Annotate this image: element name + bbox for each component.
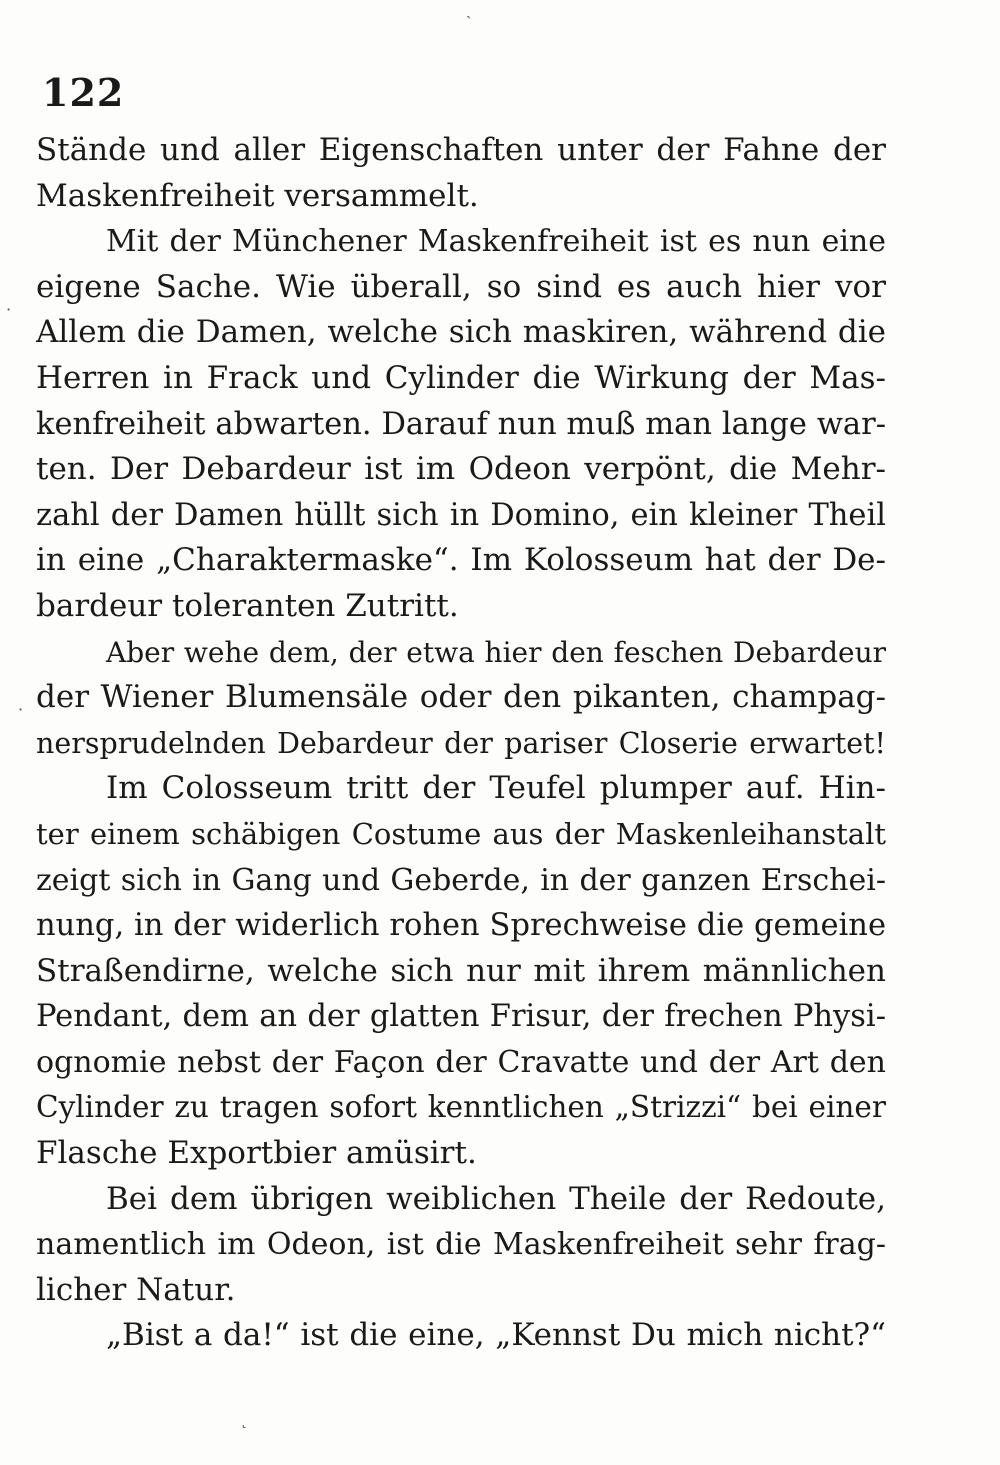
text-line: licher Natur. [36,1271,236,1308]
text-line: bardeur toleranten Zutritt. [36,587,459,624]
paragraph-start-line: Mit der Münchener Maskenfreiheit ist es nun eine [106,224,886,260]
paragraph-start-line: „Bist a da!“ ist die eine, „Kennst Du mich nicht?“ [106,1317,886,1354]
text-line: Stände und aller Eigenschaften unter der Fahne der [36,132,886,168]
print-speck: ˛ [240,1410,248,1429]
text-line: ter einem schäbigen Costume aus der Maskenleihanstalt [36,816,886,851]
text-line: Allem die Damen, welche sich maskiren, während die [36,314,886,351]
text-line: ognomie nebst der Façon der Cravatte und der Art den [36,1044,886,1080]
print-speck: ˏ [466,0,472,19]
paragraph-start-line: Im Colosseum tritt der Teufel plumper auf. Hin- [106,770,886,807]
text-line: Pendant, dem an der glatten Frisur, der frechen Physi- [36,999,886,1035]
print-speck: · [6,300,12,319]
text-line: Maskenfreiheit versammelt. [36,177,479,214]
text-line: kenfreiheit abwarten. Darauf nun muß man lange war- [36,406,886,442]
text-line: der Wiener Blumensäle oder den pikanten, champag- [36,679,886,716]
print-speck: · [18,700,24,719]
text-line: Herren in Frack und Cylinder die Wirkung der Mas- [36,359,886,396]
text-line: in eine „Charaktermaske“. Im Kolosseum hat der De- [36,542,886,579]
text-line: Flasche Exportbier amüsirt. [36,1135,477,1172]
paragraph-start-line: Aber wehe dem, der etwa hier den feschen Debardeur [106,635,886,669]
body-text [36,128,886,1359]
paragraph-start-line: Bei dem übrigen weiblichen Theile der Redoute, [106,1180,886,1217]
text-line: namentlich im Odeon, ist die Maskenfreiheit sehr frag- [36,1227,886,1263]
text-line: zeigt sich in Gang und Geberde, in der ganzen Erschei- [36,862,886,898]
text-line: eigene Sache. Wie überall, so sind es auch hier vor [36,268,886,305]
text-line: nersprudelnden Debardeur der pariser Closerie erwartet! [36,726,886,760]
text-line: ten. Der Debardeur ist im Odeon verpönt, die Mehr- [36,451,886,488]
text-line: Straßendirne, welche sich nur mit ihrem männlichen [36,952,886,989]
text-line: nung, in der widerlich rohen Sprechweise die gemeine [36,908,886,944]
page-number: 122 [42,70,125,115]
text-line: Cylinder zu tragen sofort kenntlichen „Strizzi“ bei einer [36,1090,886,1125]
text-line: zahl der Damen hüllt sich in Domino, ein kleiner Theil [36,497,886,533]
